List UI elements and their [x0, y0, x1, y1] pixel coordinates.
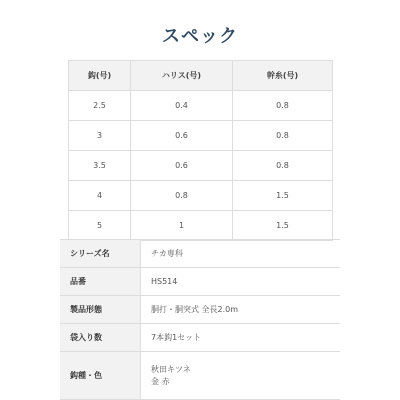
- info-value: [141, 352, 341, 400]
- spec-cell-hook: 3.5: [69, 151, 131, 181]
- info-value-line: 秋田キツネ: [151, 364, 191, 374]
- info-row-series: [60, 240, 340, 268]
- spec-cell-leader: 1: [131, 211, 233, 241]
- spec-cell-leader: 0.6: [131, 121, 233, 151]
- spec-table: [68, 60, 333, 241]
- spec-cell-hook: 4: [69, 181, 131, 211]
- spec-header-row: [69, 61, 333, 91]
- table-row: [69, 181, 333, 211]
- info-value: 胴打・胴突式 全長2.0m: [141, 296, 341, 324]
- info-label: 鈎種・色: [60, 352, 141, 400]
- spec-cell-leader: 0.4: [131, 91, 233, 121]
- spec-cell-main-line: 0.8: [233, 151, 333, 181]
- table-row: [69, 91, 333, 121]
- info-value: HS514: [141, 268, 341, 296]
- spec-cell-main-line: 0.8: [233, 121, 333, 151]
- product-info-table: [60, 239, 340, 400]
- info-label: シリーズ名: [60, 240, 141, 268]
- spec-cell-hook: 2.5: [69, 91, 131, 121]
- spec-header-leader: ハリス(号): [131, 61, 233, 91]
- info-value-line: 金 赤: [151, 376, 170, 386]
- info-row-hook-type-color: [60, 352, 340, 400]
- spec-header-main-line: 幹糸(号): [233, 61, 333, 91]
- table-row: [69, 121, 333, 151]
- table-row: [69, 151, 333, 181]
- spec-cell-hook: 3: [69, 121, 131, 151]
- spec-header-hook: 鈎(号): [69, 61, 131, 91]
- table-row: [69, 211, 333, 241]
- info-label: 品番: [60, 268, 141, 296]
- spec-cell-main-line: 0.8: [233, 91, 333, 121]
- info-label: 袋入り数: [60, 324, 141, 352]
- info-row-product-form: [60, 296, 340, 324]
- spec-cell-main-line: 1.5: [233, 181, 333, 211]
- spec-cell-main-line: 1.5: [233, 211, 333, 241]
- info-label: 製品形態: [60, 296, 141, 324]
- page-title: スペック: [162, 26, 238, 47]
- spec-cell-leader: 0.6: [131, 151, 233, 181]
- info-row-product-number: [60, 268, 340, 296]
- info-value: チカ専科: [141, 240, 341, 268]
- info-value: 7本鈎1セット: [141, 324, 341, 352]
- info-row-pack-count: [60, 324, 340, 352]
- spec-cell-hook: 5: [69, 211, 131, 241]
- spec-cell-leader: 0.8: [131, 181, 233, 211]
